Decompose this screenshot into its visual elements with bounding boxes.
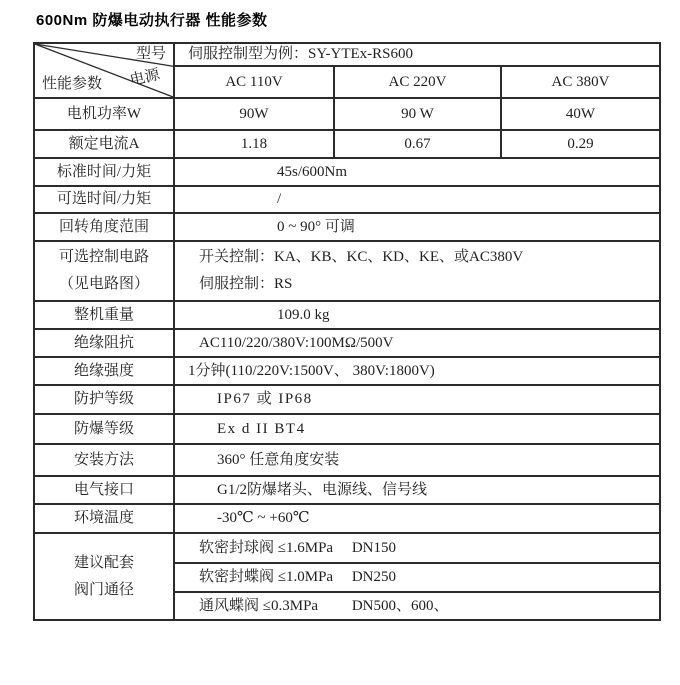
power-col-220v: AC 220V [334,66,501,98]
row-control-circuit [34,241,660,301]
power-col-380v: AC 380V [501,66,660,98]
circuit-servo-control: 伺服控制：RS [199,276,293,292]
spec-label: 标准时间/力矩 [34,158,174,186]
spec-value: 1.18 [174,130,334,158]
spec-value: 1分钟(110/220V:1500V、 380V:1800V) [174,357,660,385]
spec-label: 可选时间/力矩 [34,186,174,213]
spec-label: 整机重量 [34,301,174,329]
spec-value: / [174,186,660,213]
spec-label-line1: 建议配套 [73,554,134,571]
spec-value: 90W [174,98,334,130]
spec-value: 0.67 [334,130,501,158]
spec-value: 45s/600Nm [174,158,660,186]
corner-label-power: 电源 [128,66,162,90]
row-explosion-proof-rating [34,414,660,444]
spec-label: 防护等级 [34,385,174,414]
spec-label: 绝缘阻抗 [34,329,174,357]
spec-value: 360° 任意角度安装 [174,444,660,476]
spec-value: 软密封蝶阀 ≤1.0MPa DN250 [174,563,660,592]
page-title: 600Nm 防爆电动执行器 性能参数 [36,12,268,29]
spec-label-line1: 可选控制电路 [58,249,149,265]
spec-value: G1/2防爆堵头、电源线、信号线 [174,476,660,504]
circuit-switch-control: 开关控制：KA、KB、KC、KD、KE、或AC380V [199,249,524,265]
row-weight [34,301,660,329]
spec-value: 0.29 [501,130,660,158]
model-example-cell: 伺服控制型为例：SY-YTEx-RS600 [174,43,660,66]
spec-label: 额定电流A [34,130,174,158]
diagonal-header-cell [34,43,174,98]
row-rotation-angle [34,213,660,241]
spec-value: -30℃ ~ +60℃ [174,504,660,533]
spec-value: 0 ~ 90° 可调 [174,213,660,241]
spec-table [33,42,661,621]
row-optional-time [34,186,660,213]
row-rated-current [34,130,660,158]
row-ip-rating [34,385,660,414]
row-ambient-temperature [34,504,660,533]
spec-label [34,533,174,620]
row-insulation-strength [34,357,660,385]
row-electrical-interface [34,476,660,504]
spec-label: 安装方法 [34,444,174,476]
spec-label [34,241,174,301]
row-standard-time [34,158,660,186]
spec-label: 环境温度 [34,504,174,533]
table-row [34,43,660,66]
spec-value [174,241,660,301]
spec-value: Ex d II BT4 [174,414,660,444]
spec-value: 软密封球阀 ≤1.6MPa DN150 [174,533,660,563]
spec-label-line2: （见电路图） [58,276,149,292]
row-mounting-method [34,444,660,476]
row-valve-ball [34,533,660,563]
corner-label-model: 型号 [135,46,166,62]
spec-label: 回转角度范围 [34,213,174,241]
spec-label: 防爆等级 [34,414,174,444]
spec-label: 绝缘强度 [34,357,174,385]
spec-label: 电机功率W [34,98,174,130]
row-motor-power [34,98,660,130]
spec-value: 109.0 kg [174,301,660,329]
spec-label: 电气接口 [34,476,174,504]
spec-label-line2: 阀门通径 [73,581,134,598]
power-col-110v: AC 110V [174,66,334,98]
row-insulation-resistance [34,329,660,357]
spec-value: 90 W [334,98,501,130]
spec-value: IP67 或 IP68 [174,385,660,414]
spec-value: AC110/220/380V:100MΩ/500V [174,329,660,357]
spec-value: 通风蝶阀 ≤0.3MPa DN500、600、 [174,592,660,620]
spec-value: 40W [501,98,660,130]
corner-label-parameters: 性能参数 [42,76,103,93]
